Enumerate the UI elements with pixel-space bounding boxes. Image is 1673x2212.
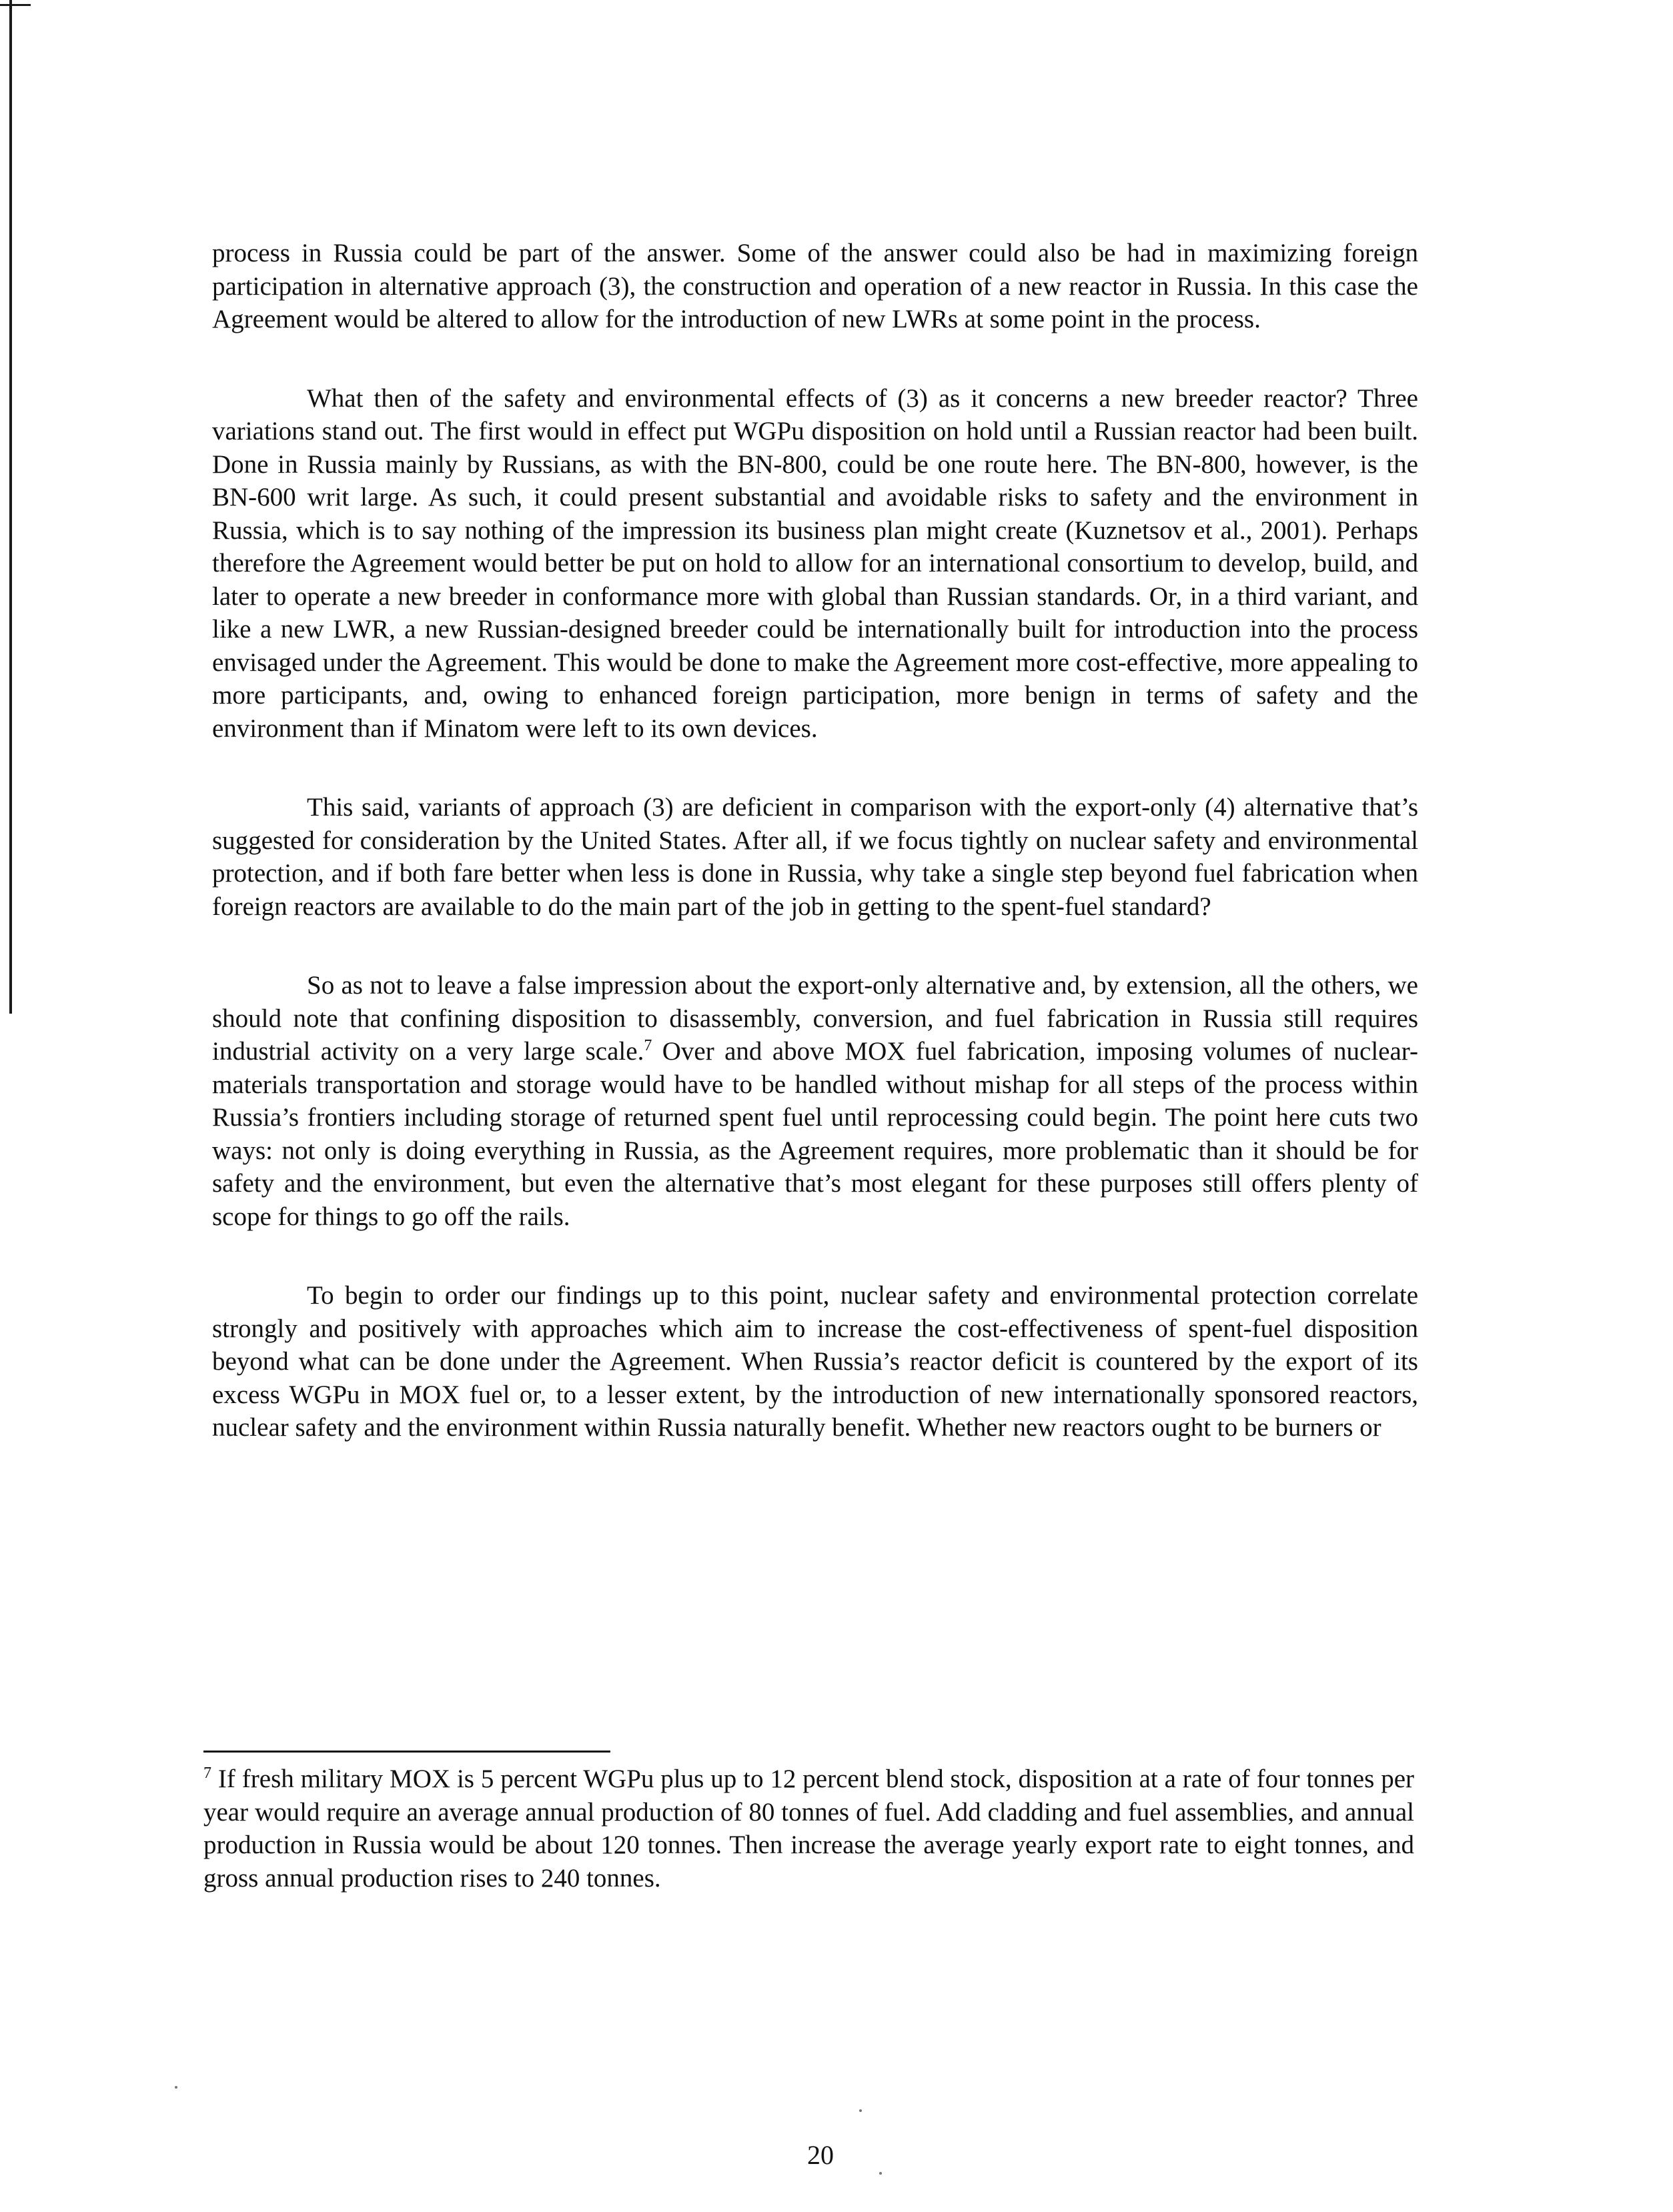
paragraph-4 — [212, 969, 1418, 1233]
scan-speck — [859, 2109, 862, 2112]
scan-edge-top — [0, 4, 31, 6]
paragraph-2: What then of the safety and environmental effects of (3) as it concerns a new breeder reactor? Three variations stand out. The first would in effect put WGPu disposition on hold until a Russian reactor had been built. Done in Russia mainly by Russians, as with the BN-800, could be one route here. The BN-800, however, is the BN-600 writ large. As such, it could present substantial and avoidable risks to safety and the environment in Russia, which is to say nothing of the impression its business plan might create (Kuznetsov et al., 2001). Perhaps therefore the Agreement would better be put on hold to allow for an international consortium to develop, build, and later to operate a new breeder in conformance more with global than Russian standards. Or, in a third variant, and like a new LWR, a new Russian-designed breeder could be internationally built for introduction into the process envisaged under the Agreement. This would be done to make the Agreement more cost-effective, more appealing to more participants, and, owing to enhanced foreign participation, more benign in terms of safety and the environment than if Minatom were left to its own devices. — [212, 383, 1418, 743]
footnote-reference-7[interactable]: 7 — [644, 1037, 652, 1054]
footnote-text: If fresh military MOX is 5 percent WGPu plus up to 12 percent blend stock, disposition at a rate of four tonnes per year would require an average annual production of 80 tonnes of fuel. Add cladding and fuel assemblies, and annual production in Russia would be about 120 tonnes. Then increase the average yearly export rate to eight tonnes, and gross annual production rises to 240 tonnes. — [203, 1765, 1414, 1893]
footnote-separator — [203, 1751, 610, 1753]
document-body — [212, 237, 1418, 1490]
scan-speck — [175, 2086, 177, 2089]
paragraph-4-text-a: So as not to leave a false impression about the export-only alternative and, by extension, all the others, we should note that confining disposition to disassembly, conversion, and fuel fabrication in Russia still requires industrial activity on a very large scale. — [212, 971, 1418, 1066]
paragraph-4-text-b: Over and above MOX fuel fabrication, imposing volumes of nuclear-materials transportation and storage would have to be handled without mishap for all steps of the process within Russia’s frontiers including storage of returned spent fuel until reprocessing could begin. The point here cuts two ways: not only is doing everything in Russia, as the Agreement requires, more problematic than it should be for safety and the environment, but even the alternative that’s most elegant for these purposes still offers plenty of scope for things to go off the rails. — [212, 1037, 1418, 1231]
footnote-7 — [203, 1763, 1414, 1895]
paragraph-3: This said, variants of approach (3) are deficient in comparison with the export-only (4) alternative that’s suggested for consideration by the United States. After all, if we focus tightly on nuclear safety and environmental protection, and if both fare better when less is done in Russia, why take a single step beyond fuel fabrication when foreign reactors are available to do the main part of the job in getting to the spent-fuel standard? — [212, 793, 1418, 921]
paragraph-1: process in Russia could be part of the answer. Some of the answer could also be had in maximizing foreign participation in alternative approach (3), the construction and operation of a new reactor in Russia. In this case the Agreement would be altered to allow for the introduction of new LWRs at some point in the process. — [212, 239, 1418, 333]
footnote-number: 7 — [203, 1765, 211, 1782]
scan-edge-left — [9, 0, 12, 1014]
scan-speck — [879, 2172, 882, 2175]
page-number: 20 — [807, 2140, 834, 2170]
paragraph-5: To begin to order our findings up to this point, nuclear safety and environmental protection correlate strongly and positively with approaches which aim to increase the cost-effectiveness of spent-fuel disposition beyond what can be done under the Agreement. When Russia’s reactor deficit is countered by the export of its excess WGPu in MOX fuel or, to a lesser extent, by the introduction of new internationally sponsored reactors, nuclear safety and the environment within Russia naturally benefit. Whether new reactors ought to be burners or — [212, 1281, 1418, 1442]
